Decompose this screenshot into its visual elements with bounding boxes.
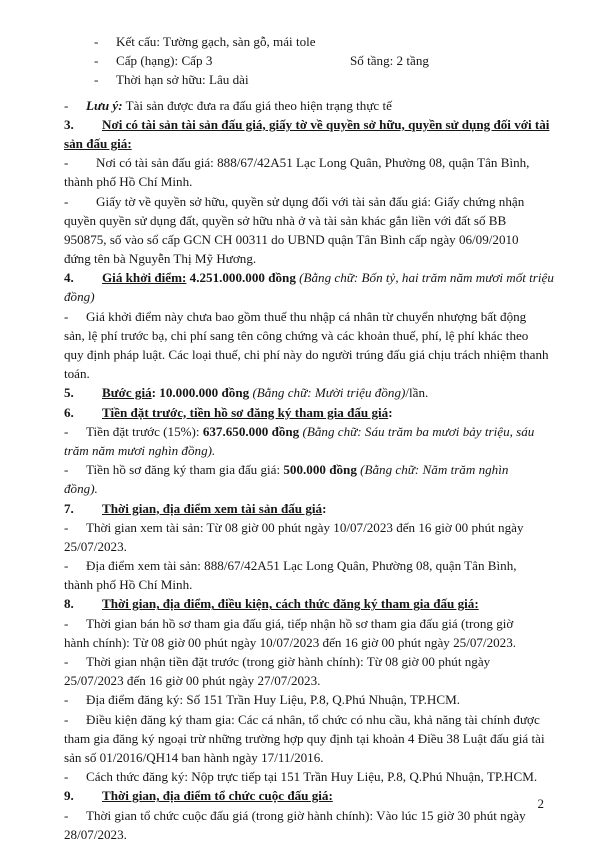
- section-7-heading: 7. Thời gian, địa điểm xem tài sản đấu giá:: [64, 500, 327, 516]
- paragraph: - Thời gian nhận tiền đặt trước (trong giờ hành chính): Từ 08 giờ 00 phút ngày: [64, 654, 491, 669]
- paragraph: 950875, số vào sổ cấp GCN CH 00311 do UBND quận Tân Bình cấp ngày 06/09/2010: [64, 231, 519, 247]
- paragraph: đứng tên bà Nguyễn Thị Mỹ Hương.: [64, 251, 257, 267]
- section-4-words: đồng): [64, 289, 95, 305]
- paragraph: - Giá khởi điểm này chưa bao gồm thuế thu nhập cá nhân từ chuyển nhượng bất động: [64, 308, 527, 324]
- section-9-heading: 9. Thời gian, địa điểm tổ chức cuộc đấu giá:: [64, 788, 333, 804]
- paragraph: - Điều kiện đăng ký tham gia: Các cá nhân, tổ chức có nhu cầu, khả năng tài chính được: [64, 711, 540, 727]
- section-8-heading: 8. Thời gian, địa điểm, điều kiện, cách thức đăng ký tham gia đấu giá:: [64, 596, 479, 612]
- section-5-heading: 5. Bước giá: 10.000.000 đồng (Bằng chữ: Mười triệu đồng)/lần.: [64, 385, 429, 401]
- section-4-heading: 4. Giá khởi điểm: 4.251.000.000 đồng (Bằng chữ: Bốn tỷ, hai trăm năm mươi mốt triệu: [64, 270, 554, 286]
- list-item: - Thời hạn sở hữu: Lâu dài: [94, 72, 249, 88]
- paragraph: thành phố Hồ Chí Minh.: [64, 577, 193, 593]
- paragraph: toán.: [64, 366, 90, 382]
- list-item: - Cấp (hạng): Cấp 3 Số tầng: 2 tầng: [94, 53, 429, 69]
- list-item: - Kết cấu: Tường gạch, sàn gỗ, mái tole: [94, 34, 316, 49]
- page-number: 2: [537, 796, 544, 811]
- section-6-heading: 6. Tiền đặt trước, tiền hồ sơ đăng ký tham gia đấu giá:: [64, 404, 393, 420]
- paragraph: - Tiền hồ sơ đăng ký tham gia đấu giá: 500.000 đồng (Bằng chữ: Năm trăm nghìn: [64, 462, 509, 478]
- paragraph: - Giấy tờ về quyền sở hữu, quyền sử dụng đối với tài sản đấu giá: Giấy chứng nhận: [64, 193, 525, 209]
- paragraph: sản, lệ phí trước bạ, chi phí sang tên công chứng và các khoản thuế, phí, lệ phí khác theo: [64, 327, 529, 343]
- paragraph: quyền quyền sử dụng đất, quyền sở hữu nhà ở và tài sản khác gắn liền với đất số BB: [64, 212, 507, 228]
- section-3-heading-cont: sản đấu giá:: [64, 135, 132, 151]
- paragraph: - Thời gian tổ chức cuộc đấu giá (trong giờ hành chính): Vào lúc 15 giờ 30 phút ngày: [64, 807, 526, 823]
- paragraph: thành phố Hồ Chí Minh.: [64, 174, 193, 190]
- paragraph: tham gia đăng ký ngoại trừ những trường hợp quy định tại khoản 4 Điều 38 Luật đấu giá tài: [64, 730, 545, 746]
- page-content: [64, 32, 554, 844]
- paragraph: 28/07/2023.: [64, 826, 127, 842]
- note-line: - Lưu ý: Tài sản được đưa ra đấu giá theo hiện trạng thực tế: [64, 97, 392, 113]
- paragraph: - Thời gian xem tài sản: Từ 08 giờ 00 phút ngày 10/07/2023 đến 16 giờ 00 phút ngày: [64, 519, 524, 535]
- paragraph: đồng).: [64, 481, 98, 497]
- paragraph: - Địa điểm xem tài sản: 888/67/42A51 Lạc Long Quân, Phường 08, quận Tân Bình,: [64, 558, 517, 574]
- paragraph: 25/07/2023 đến 16 giờ 00 phút ngày 27/07/2023.: [64, 673, 321, 689]
- paragraph: - Cách thức đăng ký: Nộp trực tiếp tại 151 Trần Huy Liệu, P.8, Q.Phú Nhuận, TP.HCM.: [64, 769, 538, 785]
- paragraph: hành chính): Từ 08 giờ 00 phút ngày 10/07/2023 đến 16 giờ 00 phút ngày 25/07/2023.: [64, 634, 517, 650]
- section-3-heading: 3. Nơi có tài sản tài sản đấu giá, giấy tờ về quyền sở hữu, quyền sử dụng đối với tài: [64, 116, 550, 132]
- paragraph: 25/07/2023.: [64, 538, 127, 554]
- paragraph: sản số 01/2016/QH14 ban hành ngày 17/11/2016.: [64, 749, 324, 765]
- paragraph: - Thời gian bán hồ sơ tham gia đấu giá, tiếp nhận hồ sơ tham gia đấu giá (trong giờ: [64, 615, 514, 631]
- paragraph: quy định pháp luật. Các loại thuế, chi phí này do người trúng đấu giá chịu trách nhiệm thanh: [64, 347, 549, 362]
- paragraph: - Địa điểm đăng ký: Số 151 Trần Huy Liệu, P.8, Q.Phú Nhuận, TP.HCM.: [64, 692, 461, 708]
- paragraph: - Nơi có tài sản đấu giá: 888/67/42A51 Lạc Long Quân, Phường 08, quận Tân Bình,: [64, 155, 530, 171]
- paragraph: trăm năm mươi nghìn đồng).: [64, 442, 216, 458]
- paragraph: - Tiền đặt trước (15%): 637.650.000 đồng (Bằng chữ: Sáu trăm ba mươi bảy triệu, sáu: [64, 423, 535, 439]
